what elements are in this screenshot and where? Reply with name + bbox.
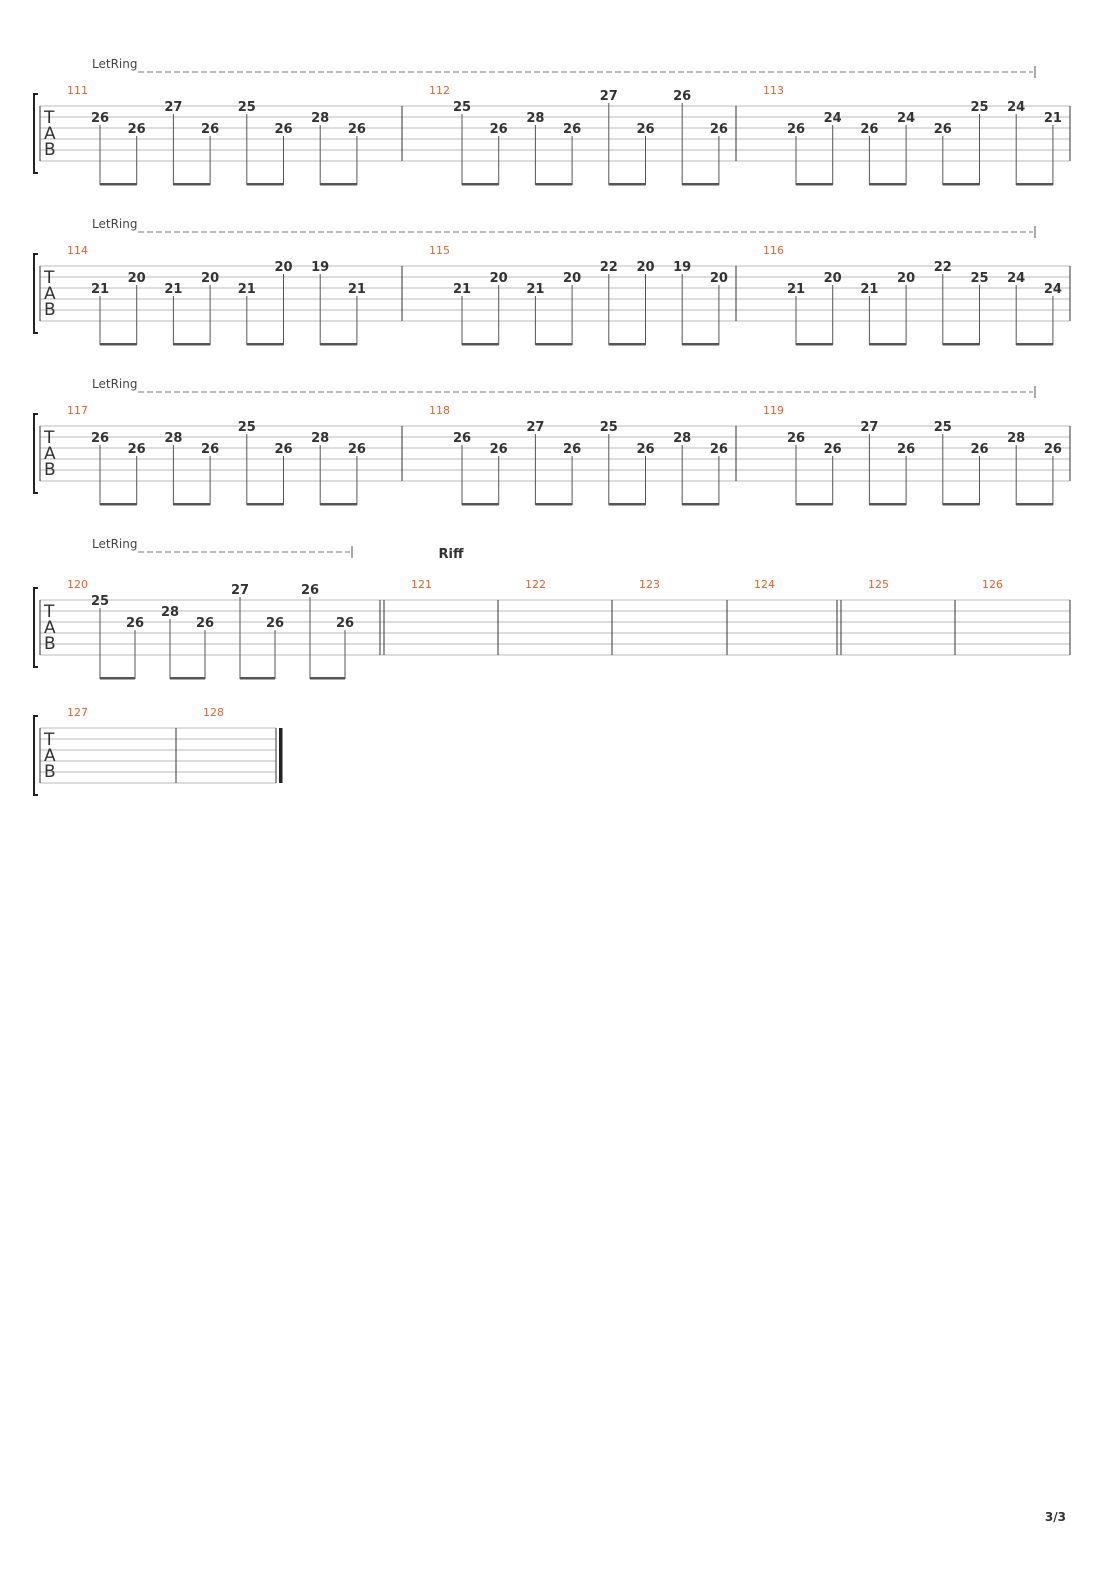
fret-number: 25 [452,100,472,115]
fret-number: 28 [673,431,692,446]
fret-number: 26 [897,442,916,457]
fret-number: 24 [897,111,916,126]
fret-number: 25 [933,420,952,435]
beam [240,677,275,680]
fret-number: 24 [1007,271,1026,286]
tab-clef-letter: B [44,300,56,320]
fret-number: 26 [860,122,879,137]
fret-number: 26 [347,442,366,457]
fret-number: 19 [673,260,692,275]
tab-clef-letter: T [44,428,55,448]
fret-number: 27 [526,420,545,435]
fret-number: 20 [127,271,146,286]
fret-number: 26 [274,122,293,137]
tab-clef-letter: A [44,618,56,638]
fret-number: 20 [563,271,582,286]
fret-number: 19 [311,260,330,275]
beam [682,183,719,186]
tab-system [34,377,1070,506]
fret-number: 26 [709,442,728,457]
bar-number: 118 [429,404,450,417]
fret-number: 24 [1043,282,1062,297]
fret-number: 25 [599,420,618,435]
system-brace [34,94,38,173]
beam [100,677,135,680]
beam [1016,183,1053,186]
fret-number: 21 [90,282,110,297]
tab-system [34,57,1070,186]
bar-number: 115 [429,244,450,257]
fret-number: 26 [673,89,692,104]
beam [682,503,719,506]
beam [943,503,980,506]
let-ring-label: LetRing [92,377,138,391]
fret-number: 25 [237,100,256,115]
system-brace [34,588,38,667]
bar-number: 113 [763,84,784,97]
fret-number: 26 [563,442,582,457]
beam [682,343,719,346]
fret-number: 26 [201,122,220,137]
fret-number: 26 [300,583,320,598]
tab-system [34,706,283,795]
tab-clef-letter: B [44,634,56,654]
fret-number: 26 [265,616,285,631]
bar-number: 125 [868,578,889,591]
fret-number: 26 [709,122,728,137]
bar-number: 120 [67,578,88,591]
beam [943,343,980,346]
fret-number: 27 [164,100,183,115]
system-brace [34,716,38,795]
fret-number: 20 [489,271,508,286]
tab-clef-letter: T [44,268,55,288]
beam [609,503,646,506]
fret-number: 24 [1007,100,1026,115]
beam [869,183,906,186]
tab-clef-letter: T [44,730,55,750]
fret-number: 20 [709,271,728,286]
beam [796,503,833,506]
beam [535,503,572,506]
bar-number: 119 [763,404,784,417]
beam [247,183,284,186]
beam [609,183,646,186]
beam [310,677,345,680]
final-bar-thick-line [279,728,283,783]
fret-number: 22 [599,260,618,275]
fret-number: 26 [823,442,842,457]
tab-clef-letter: T [44,108,55,128]
beam [462,343,499,346]
beam [173,183,210,186]
fret-number: 27 [860,420,879,435]
bar-number: 121 [411,578,432,591]
fret-number: 20 [636,260,655,275]
beam [320,343,357,346]
page-number: 3/3 [1044,1510,1066,1524]
bar-number: 128 [203,706,224,719]
beam [247,503,284,506]
fret-number: 20 [201,271,220,286]
fret-number: 26 [563,122,582,137]
fret-number: 26 [489,442,508,457]
section-label: Riff [438,547,464,562]
fret-number: 25 [90,594,110,609]
fret-number: 21 [237,282,256,297]
fret-number: 26 [127,122,146,137]
beam [320,503,357,506]
fret-number: 26 [1043,442,1062,457]
fret-number: 26 [786,431,806,446]
tab-clef-letter: A [44,746,56,766]
tab-clef-letter: B [44,762,56,782]
beam [170,677,205,680]
tab-clef-letter: A [44,124,56,144]
beam [1016,503,1053,506]
beam [535,183,572,186]
fret-number: 26 [127,442,146,457]
fret-number: 25 [237,420,256,435]
fret-number: 20 [274,260,293,275]
fret-number: 26 [201,442,220,457]
fret-number: 26 [786,122,806,137]
beam [869,503,906,506]
bar-number: 116 [763,244,784,257]
bar-number: 114 [67,244,88,257]
tab-clef-letter: T [44,602,55,622]
beam [173,503,210,506]
beam [943,183,980,186]
fret-number: 20 [823,271,842,286]
fret-number: 21 [526,282,545,297]
tab-system [34,217,1070,346]
fret-number: 21 [452,282,472,297]
fret-number: 26 [90,111,110,126]
fret-number: 21 [164,282,183,297]
bar-number: 124 [754,578,775,591]
tab-clef-letter: A [44,444,56,464]
fret-number: 26 [347,122,366,137]
beam [535,343,572,346]
beam [173,343,210,346]
fret-number: 21 [860,282,879,297]
tab-clef-letter: B [44,140,56,160]
bar-number: 117 [67,404,88,417]
beam [462,503,499,506]
fret-number: 26 [335,616,355,631]
fret-number: 26 [933,122,952,137]
fret-number: 25 [970,271,989,286]
beam [100,343,137,346]
fret-number: 21 [786,282,806,297]
fret-number: 26 [90,431,110,446]
beam [462,183,499,186]
fret-number: 24 [823,111,842,126]
bar-number: 111 [67,84,88,97]
let-ring-label: LetRing [92,537,138,551]
beam [320,183,357,186]
fret-number: 26 [452,431,472,446]
fret-number: 28 [160,605,180,620]
fret-number: 26 [636,122,655,137]
let-ring-label: LetRing [92,217,138,231]
fret-number: 26 [636,442,655,457]
fret-number: 28 [311,111,330,126]
beam [796,183,833,186]
fret-number: 22 [933,260,952,275]
tab-clef-letter: A [44,284,56,304]
let-ring-label: LetRing [92,57,138,71]
fret-number: 20 [897,271,916,286]
fret-number: 26 [125,616,145,631]
beam [609,343,646,346]
fret-number: 27 [599,89,618,104]
system-brace [34,254,38,333]
bar-number: 127 [67,706,88,719]
beam [247,343,284,346]
fret-number: 27 [230,583,250,598]
fret-number: 26 [195,616,215,631]
bar-number: 122 [525,578,546,591]
tab-clef-letter: B [44,460,56,480]
beam [796,343,833,346]
bar-number: 112 [429,84,450,97]
fret-number: 26 [274,442,293,457]
fret-number: 26 [970,442,989,457]
beam [869,343,906,346]
bar-number: 126 [982,578,1003,591]
beam [100,503,137,506]
beam [100,183,137,186]
fret-number: 26 [489,122,508,137]
fret-number: 28 [311,431,330,446]
fret-number: 25 [970,100,989,115]
fret-number: 28 [1007,431,1026,446]
system-brace [34,414,38,493]
tab-system [34,537,1070,680]
fret-number: 21 [1043,111,1062,126]
bar-number: 123 [639,578,660,591]
fret-number: 28 [526,111,545,126]
beam [1016,343,1053,346]
fret-number: 21 [347,282,366,297]
fret-number: 28 [164,431,183,446]
